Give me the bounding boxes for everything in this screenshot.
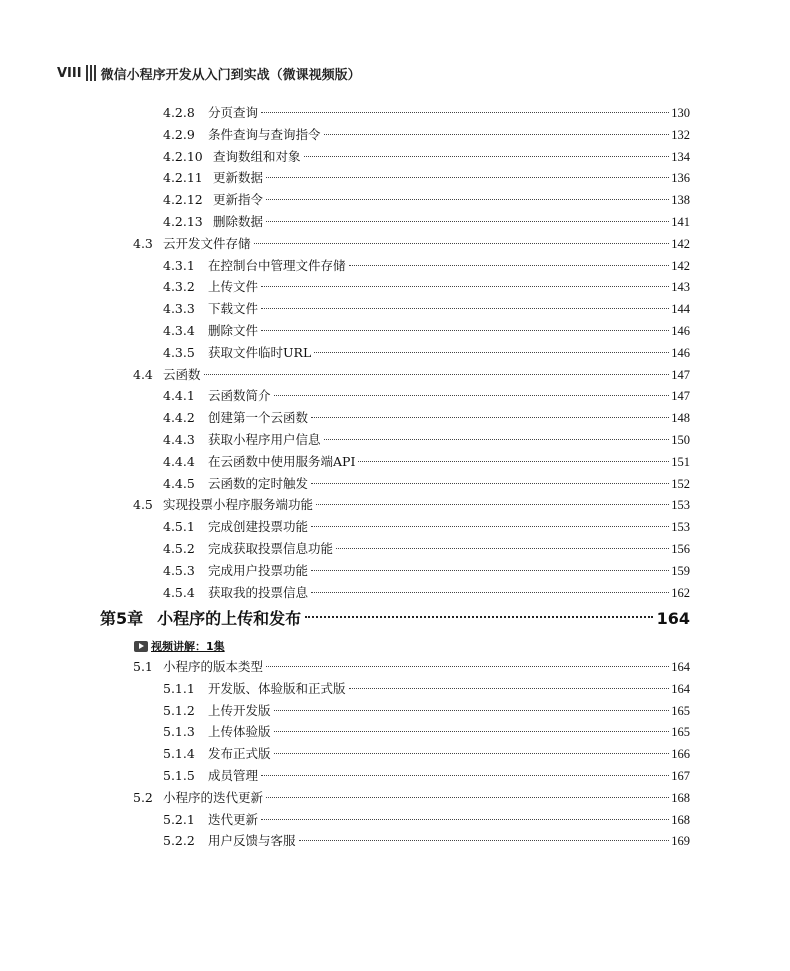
leader-dots xyxy=(299,840,670,841)
toc-entry[interactable] xyxy=(163,678,690,700)
leader-dots xyxy=(349,265,670,266)
toc-entry-title: 上传文件 xyxy=(208,279,259,295)
toc-entry-title: 上传体验版 xyxy=(208,724,271,740)
toc-entry[interactable] xyxy=(163,276,690,298)
toc-entry-number: 4.4 xyxy=(133,366,153,382)
toc-entry-page: 150 xyxy=(671,433,690,447)
toc-entry-number: 5.2 xyxy=(133,789,153,805)
leader-dots xyxy=(254,243,670,244)
leader-dots xyxy=(336,548,669,549)
toc-entry-page: 159 xyxy=(671,563,690,578)
toc-entry-page: 142 xyxy=(671,236,690,251)
toc-entry-title: 获取我的投票信息 xyxy=(208,584,309,600)
toc-entry[interactable] xyxy=(163,721,690,743)
chapter-title: 小程序的上传和发布 xyxy=(157,609,302,628)
leader-dots xyxy=(305,616,652,618)
toc-entry-title: 迭代更新 xyxy=(208,811,259,827)
toc-entry-number: 4.5.2 xyxy=(163,541,195,556)
leader-dots xyxy=(266,221,669,222)
leader-dots xyxy=(266,177,669,178)
toc-entry-title: 开发版、体验版和正式版 xyxy=(208,680,346,696)
leader-dots xyxy=(261,286,669,287)
toc-entry-page: 153 xyxy=(671,498,690,513)
leader-dots xyxy=(311,592,669,593)
leader-dots xyxy=(311,526,669,527)
toc-entry-page: 147 xyxy=(671,389,690,404)
toc-entry-number: 4.2.11 xyxy=(163,170,203,186)
toc-entry-title: 在控制台中管理文件存储 xyxy=(208,257,346,273)
toc-entry-page: 130 xyxy=(671,106,690,120)
toc-entry-number: 4.2.10 xyxy=(163,148,203,164)
leader-dots xyxy=(274,731,670,732)
leader-dots xyxy=(261,308,669,309)
toc-entry-title: 删除数据 xyxy=(213,214,264,229)
toc-entry-page: 168 xyxy=(671,812,690,827)
toc-entry-title: 成员管理 xyxy=(208,768,259,783)
toc-entry-page: 165 xyxy=(671,703,690,718)
toc-entry-number: 4.2.13 xyxy=(163,214,203,229)
toc-entry[interactable] xyxy=(163,743,690,765)
toc-entry[interactable] xyxy=(163,102,690,124)
toc-entry-page: 168 xyxy=(671,790,690,805)
leader-dots xyxy=(311,570,669,571)
toc-entry-title: 更新数据 xyxy=(213,170,264,186)
leader-dots xyxy=(274,395,670,396)
toc-entry-number: 4.4.4 xyxy=(163,453,195,469)
toc-entry[interactable] xyxy=(163,146,690,168)
toc-entry[interactable] xyxy=(163,582,690,604)
toc-entry[interactable] xyxy=(163,189,690,211)
book-title: 微信小程序开发从入门到实战（微课视频版） xyxy=(100,67,361,83)
toc-entry-number: 5.1.1 xyxy=(163,680,195,696)
toc-entry[interactable] xyxy=(163,700,690,722)
toc-entry[interactable] xyxy=(163,830,690,852)
toc-entry[interactable] xyxy=(163,765,690,787)
leader-dots xyxy=(204,374,670,375)
toc-entry[interactable] xyxy=(163,429,690,451)
toc-entry-page: 167 xyxy=(671,769,690,783)
toc-entry[interactable] xyxy=(133,787,690,809)
toc-entry-number: 4.2.12 xyxy=(163,192,203,208)
toc-entry-title: 删除文件 xyxy=(208,323,259,338)
toc-entry-page: 146 xyxy=(671,324,690,338)
toc-entry[interactable] xyxy=(133,656,690,678)
toc-entry-page: 132 xyxy=(671,127,690,142)
toc-entry-page: 134 xyxy=(671,149,690,164)
toc-entry-title: 查询数组和对象 xyxy=(213,148,301,164)
toc-entry[interactable] xyxy=(163,451,690,473)
toc-entry-number: 4.5.4 xyxy=(163,584,195,600)
toc-entry-page: 162 xyxy=(671,585,690,600)
toc-entry-page: 165 xyxy=(671,725,690,740)
leader-dots xyxy=(311,483,669,484)
toc-entry-title: 云函数简介 xyxy=(208,388,271,404)
toc-entry-title: 获取文件临时URL xyxy=(208,344,312,360)
leader-dots xyxy=(261,775,669,776)
toc-entry-number: 4.5.3 xyxy=(163,562,195,578)
toc-entry-title: 发布正式版 xyxy=(208,746,271,762)
toc-entry[interactable] xyxy=(163,211,690,233)
toc-entry-number: 5.1.3 xyxy=(163,724,195,740)
toc-entry[interactable] xyxy=(133,233,690,255)
toc-entry-page: 153 xyxy=(671,520,690,535)
toc-entry-title: 云开发文件存储 xyxy=(163,235,251,251)
leader-dots xyxy=(304,156,670,157)
toc-entry-page: 151 xyxy=(671,454,690,469)
toc-entry-title: 云函数 xyxy=(163,366,201,382)
running-header xyxy=(57,62,361,84)
toc-entry-title: 分页查询 xyxy=(208,105,259,120)
toc-entry-title: 完成用户投票功能 xyxy=(208,562,309,578)
toc-entry-number: 4.3.3 xyxy=(163,301,195,317)
video-label: 视频讲解：1集 xyxy=(151,640,225,653)
toc-entry-title: 实现投票小程序服务端功能 xyxy=(163,497,314,513)
toc-entry-page: 144 xyxy=(671,302,690,317)
leader-dots xyxy=(266,199,669,200)
toc-entry-title: 获取小程序用户信息 xyxy=(208,432,321,447)
toc-entry-number: 4.4.5 xyxy=(163,475,195,491)
toc-entry-page: 152 xyxy=(671,476,690,491)
toc-entry[interactable] xyxy=(133,364,690,386)
toc-entry-number: 4.2.9 xyxy=(163,126,195,142)
video-lecture[interactable] xyxy=(134,637,225,655)
toc-entry-number: 5.2.2 xyxy=(163,833,195,849)
toc-entry-page: 136 xyxy=(671,171,690,186)
toc-entry-title: 完成获取投票信息功能 xyxy=(208,541,334,556)
toc-entry[interactable] xyxy=(163,320,690,342)
toc-entry-page: 142 xyxy=(671,258,690,273)
toc-entry-page: 141 xyxy=(671,215,690,229)
toc-entry-number: 4.4.2 xyxy=(163,410,195,426)
toc-entry-title: 小程序的迭代更新 xyxy=(163,789,264,805)
toc-entry-page: 164 xyxy=(671,660,690,674)
leader-dots xyxy=(324,134,670,135)
toc-entry-title: 用户反馈与客服 xyxy=(208,833,296,849)
toc-entry-page: 156 xyxy=(671,542,690,556)
toc-entry-number: 4.3.1 xyxy=(163,257,195,273)
leader-dots xyxy=(314,352,669,353)
toc-entry-number: 4.4.1 xyxy=(163,388,195,404)
header-bars-icon xyxy=(86,65,96,81)
video-icon xyxy=(134,641,148,652)
toc-entry-title: 完成创建投票功能 xyxy=(208,519,309,535)
leader-dots xyxy=(358,461,669,462)
chapter-number: 第5章 xyxy=(100,609,144,628)
toc-entry[interactable] xyxy=(163,385,690,407)
leader-dots xyxy=(274,710,670,711)
toc-entry-number: 5.1.5 xyxy=(163,768,195,783)
chapter-page: 164 xyxy=(656,609,690,628)
toc-entry-page: 169 xyxy=(671,834,690,849)
toc-entry-title: 下载文件 xyxy=(208,301,259,317)
toc-entry-number: 4.4.3 xyxy=(163,432,195,447)
leader-dots xyxy=(316,504,669,505)
toc-entry-number: 4.5.1 xyxy=(163,519,195,535)
toc-entry-title: 条件查询与查询指令 xyxy=(208,126,321,142)
toc-entry-page: 164 xyxy=(671,681,690,696)
leader-dots xyxy=(261,819,669,820)
toc-entry-number: 4.3.2 xyxy=(163,279,195,295)
toc-entry-number: 4.3 xyxy=(133,235,153,251)
toc-entry-title: 在云函数中使用服务端API xyxy=(208,453,356,469)
toc-entry[interactable] xyxy=(163,560,690,582)
toc-entry-title: 云函数的定时触发 xyxy=(208,475,309,491)
toc-entry[interactable] xyxy=(163,167,690,189)
toc-entry-page: 147 xyxy=(671,367,690,382)
leader-dots xyxy=(324,439,670,440)
toc-entry-number: 4.3.5 xyxy=(163,344,195,360)
toc-entry-number: 5.2.1 xyxy=(163,811,195,827)
toc-entry-page: 148 xyxy=(671,411,690,426)
toc-entry-page: 143 xyxy=(671,280,690,295)
toc-entry-number: 4.5 xyxy=(133,497,153,513)
toc-entry[interactable] xyxy=(163,124,690,146)
leader-dots xyxy=(261,112,669,113)
toc-entry-number: 5.1.2 xyxy=(163,702,195,718)
toc-entry[interactable] xyxy=(133,494,690,516)
toc-entry-title: 小程序的版本类型 xyxy=(163,659,264,674)
toc-entry-title: 上传开发版 xyxy=(208,702,271,718)
toc-entry[interactable] xyxy=(163,298,690,320)
toc-entry-page: 166 xyxy=(671,747,690,762)
toc-entry-title: 创建第一个云函数 xyxy=(208,410,309,426)
toc-entry[interactable] xyxy=(163,538,690,560)
toc-entry[interactable] xyxy=(163,473,690,495)
leader-dots xyxy=(349,688,670,689)
toc-entry-number: 4.3.4 xyxy=(163,323,195,338)
leader-dots xyxy=(266,666,669,667)
toc-entry[interactable] xyxy=(163,342,690,364)
leader-dots xyxy=(274,753,670,754)
toc-entry[interactable] xyxy=(163,255,690,277)
page-roman-numeral: VIII xyxy=(57,65,82,81)
toc-entry[interactable] xyxy=(163,809,690,831)
toc-entry-number: 4.2.8 xyxy=(163,105,195,120)
toc-entry-title: 更新指令 xyxy=(213,192,264,208)
toc-entry-number: 5.1.4 xyxy=(163,746,195,762)
toc-entry[interactable] xyxy=(163,516,690,538)
toc-entry-page: 146 xyxy=(671,345,690,360)
leader-dots xyxy=(266,797,669,798)
toc-entry-number: 5.1 xyxy=(133,659,153,674)
chapter-heading[interactable] xyxy=(100,605,690,633)
leader-dots xyxy=(261,330,669,331)
toc-entry-page: 138 xyxy=(671,193,690,208)
leader-dots xyxy=(311,417,669,418)
toc-entry[interactable] xyxy=(163,407,690,429)
